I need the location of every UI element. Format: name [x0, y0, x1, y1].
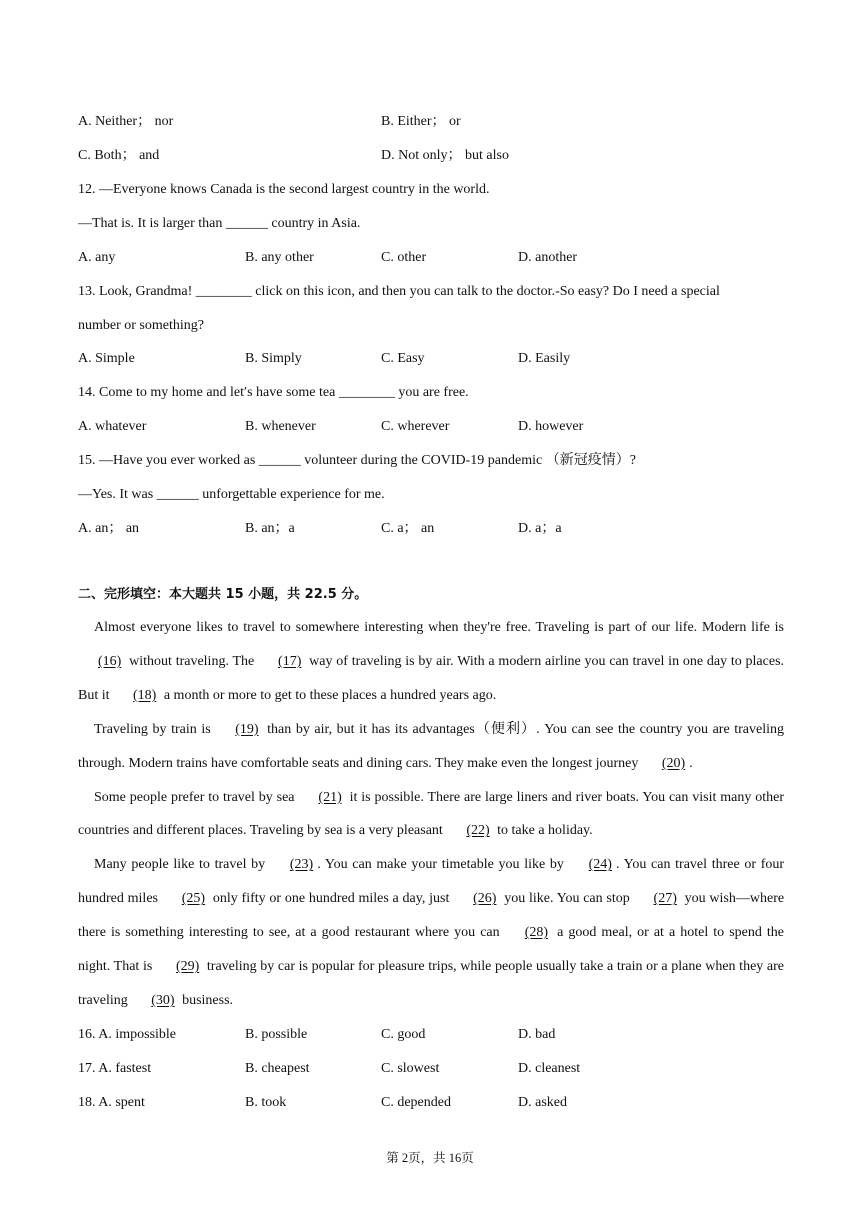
- text: without traveling. The: [129, 653, 255, 669]
- text: way of traveling is by air. With a modern airline you can travel in one day to places. But it: [78, 653, 785, 703]
- text: . You can make your timetable you like by: [317, 857, 564, 873]
- q18-option-b: B. took: [245, 1095, 287, 1110]
- q11-option-b: B. Either； or: [381, 114, 461, 129]
- text: a month or more to get to these places a hundred years ago.: [163, 687, 497, 703]
- q15-option-d: D. a；a: [518, 521, 562, 536]
- blank-24: (24): [588, 857, 612, 873]
- text: Some people prefer to travel by sea: [94, 789, 295, 805]
- q17-option-a: 17. A. fastest: [78, 1061, 152, 1076]
- cloze-passage: [78, 611, 784, 1018]
- q16-option-b: B. possible: [245, 1027, 308, 1042]
- blank-22: (22): [466, 823, 490, 839]
- blank-16: (16): [98, 653, 122, 669]
- q13-question-cont: number or something?: [78, 318, 204, 333]
- q13-option-a: A. Simple: [78, 351, 135, 366]
- q14-option-b: B. whenever: [245, 419, 316, 434]
- q15-response: —Yes. It was ______ unforgettable experience for me.: [78, 487, 385, 502]
- paragraph-2: [78, 713, 784, 781]
- paragraph-1: [78, 611, 784, 713]
- text: . You can travel three or four hundred miles: [78, 857, 785, 907]
- q12-question: 12. —Everyone knows Canada is the second largest country in the world.: [78, 182, 490, 197]
- q16-option-c: C. good: [381, 1027, 426, 1042]
- q17-option-c: C. slowest: [381, 1061, 440, 1076]
- text: only fifty or one hundred miles a day, just: [212, 891, 450, 907]
- blank-29: (29): [175, 959, 200, 975]
- q11-option-a: A. Neither； nor: [78, 114, 174, 129]
- blank-30: (30): [151, 992, 175, 1008]
- text: it is possible. There are large liners and river boats. You can visit many other countries and different places. Traveling by sea is a very pleasant: [78, 789, 785, 839]
- text: Many people like to travel by: [94, 857, 266, 873]
- q11-option-d: D. Not only； but also: [381, 148, 509, 163]
- q12-option-b: B. any other: [245, 250, 314, 265]
- text: you wish—where there is something interesting to see, at a good restaurant where you can: [78, 891, 785, 941]
- q15-option-c: C. a； an: [381, 521, 435, 536]
- q13-option-c: C. Easy: [381, 351, 425, 366]
- q13-question: 13. Look, Grandma! ________ click on this icon, and then you can talk to the doctor.-So easy? Do I need a special: [78, 284, 720, 299]
- text: a good meal, or at a hotel to spend the night. That is: [78, 925, 785, 975]
- q14-option-a: A. whatever: [78, 419, 147, 434]
- q14-question: 14. Come to my home and let′s have some tea ________ you are free.: [78, 385, 469, 400]
- q12-option-c: C. other: [381, 250, 427, 265]
- text: than by air, but it has its advantages（便利）. You can see the country you are traveling through. Modern trains have comfortable seats and dining cars. They make even the longest journey: [78, 721, 784, 771]
- q17-option-b: B. cheapest: [245, 1061, 310, 1076]
- blank-21: (21): [318, 789, 342, 805]
- text: Almost everyone likes to travel to somewhere interesting when they're free. Traveling is part of our life. Modern life is: [94, 620, 784, 635]
- q13-option-b: B. Simply: [245, 351, 302, 366]
- blank-20: (20): [661, 755, 686, 771]
- q12-option-d: D. another: [518, 250, 578, 265]
- q18-option-d: D. asked: [518, 1095, 567, 1110]
- q12-option-a: A. any: [78, 250, 116, 265]
- text: Traveling by train is: [94, 721, 211, 737]
- q14-option-d: D. however: [518, 419, 584, 434]
- paragraph-3: [78, 781, 784, 849]
- page-number: 第 2页，共 16页: [386, 1151, 474, 1165]
- q16-option-d: D. bad: [518, 1027, 556, 1042]
- q15-option-b: B. an；a: [245, 521, 295, 536]
- q18-option-c: C. depended: [381, 1095, 451, 1110]
- section-heading: 二、完形填空：本大题共 15 小题，共 22.5 分。: [78, 587, 368, 602]
- blank-18: (18): [133, 687, 157, 703]
- text: to take a holiday.: [497, 823, 593, 839]
- q16-option-a: 16. A. impossible: [78, 1027, 177, 1042]
- blank-19: (19): [235, 721, 259, 737]
- text: traveling by car is popular for pleasure trips, while people usually take a train or a plane when they are traveling: [78, 959, 785, 1008]
- q12-response: —That is. It is larger than ______ country in Asia.: [78, 216, 361, 231]
- paragraph-4: [78, 848, 784, 1018]
- text: you like. You can stop: [504, 891, 630, 907]
- q11-option-c: C. Both； and: [78, 148, 160, 163]
- q13-option-d: D. Easily: [518, 351, 571, 366]
- q15-question: 15. —Have you ever worked as ______ volunteer during the COVID-19 pandemic （新冠疫情）?: [78, 453, 636, 468]
- q17-option-d: D. cleanest: [518, 1061, 581, 1076]
- blank-28: (28): [524, 925, 549, 941]
- text: business.: [182, 992, 234, 1008]
- q14-option-c: C. wherever: [381, 419, 450, 434]
- blank-27: (27): [653, 891, 677, 907]
- q18-option-a: 18. A. spent: [78, 1095, 145, 1110]
- blank-25: (25): [181, 891, 206, 907]
- q15-option-a: A. an； an: [78, 521, 140, 536]
- blank-23: (23): [289, 857, 314, 873]
- blank-17: (17): [278, 653, 302, 669]
- text: .: [689, 755, 693, 771]
- blank-26: (26): [473, 891, 497, 907]
